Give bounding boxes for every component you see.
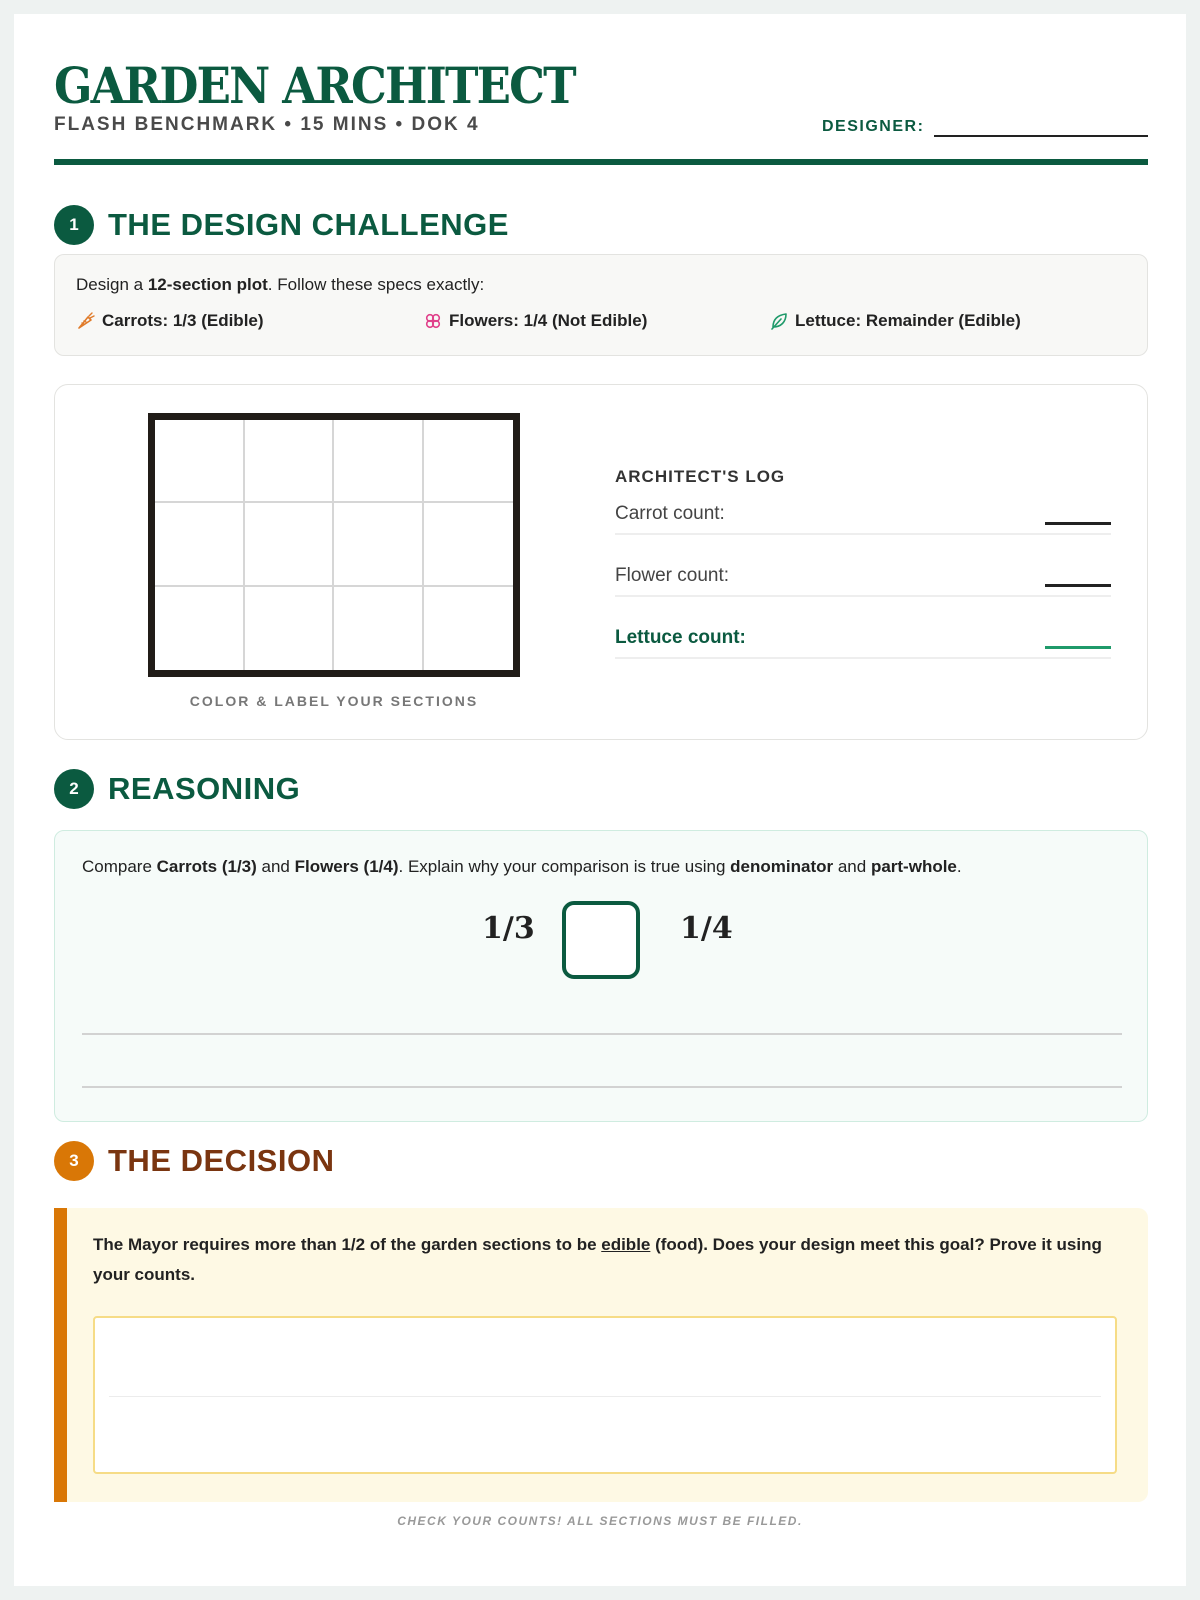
section-1-heading	[54, 205, 509, 245]
reasoning-prompt: Compare Carrots (1/3) and Flowers (1/4). Explain why your comparison is true using denominator and part-whole.	[82, 857, 962, 876]
specs-box	[54, 254, 1148, 356]
reasoning-box	[54, 830, 1148, 1122]
plot-section[interactable]	[245, 420, 335, 503]
carrot-icon	[76, 311, 96, 331]
page-title: GARDEN ARCHITECT	[54, 56, 575, 115]
page-subtitle: FLASH BENCHMARK • 15 MINS • DOK 4	[54, 114, 480, 135]
section-2-title: REASONING	[108, 771, 301, 806]
plot-section[interactable]	[334, 503, 424, 586]
spec-carrots-label: Carrots: 1/3 (Edible)	[102, 311, 264, 330]
answer-line	[109, 1396, 1101, 1397]
log-row-lettuce	[615, 623, 1111, 659]
garden-plot-grid	[148, 413, 520, 677]
worksheet	[14, 14, 1186, 1586]
specs-intro: Design a 12-section plot. Follow these specs exactly:	[76, 275, 485, 294]
spec-flowers-label: Flowers: 1/4 (Not Edible)	[449, 311, 648, 330]
plot-section[interactable]	[155, 420, 245, 503]
section-3-number: 3	[54, 1141, 94, 1181]
log-row-flower	[615, 561, 1111, 597]
plot-section[interactable]	[155, 587, 245, 670]
architects-log-title: ARCHITECT'S LOG	[615, 467, 786, 486]
right-fraction: 1/4	[680, 911, 733, 946]
design-card	[54, 384, 1148, 740]
spec-carrots	[76, 311, 264, 331]
designer-label: DESIGNER:	[822, 118, 925, 135]
spec-flowers	[423, 311, 647, 331]
plot-section[interactable]	[424, 420, 514, 503]
designer-name-field[interactable]	[934, 135, 1148, 137]
carrot-count-field[interactable]	[1045, 522, 1111, 525]
spec-lettuce-label: Lettuce: Remainder (Edible)	[795, 311, 1021, 330]
plot-section[interactable]	[424, 503, 514, 586]
log-label-flower: Flower count:	[615, 565, 730, 586]
plot-section[interactable]	[245, 503, 335, 586]
writing-line[interactable]	[82, 1033, 1122, 1035]
spec-lettuce	[769, 311, 1021, 331]
header-divider	[54, 159, 1148, 165]
comparison-symbol-box[interactable]	[562, 901, 640, 979]
plot-section[interactable]	[155, 503, 245, 586]
plot-section[interactable]	[245, 587, 335, 670]
log-label-carrot: Carrot count:	[615, 503, 725, 524]
section-1-title: THE DESIGN CHALLENGE	[108, 207, 509, 242]
decision-prompt: The Mayor requires more than 1/2 of the garden sections to be edible (food). Does your design meet this goal? Prove it using your counts.	[93, 1235, 1102, 1284]
writing-line[interactable]	[82, 1086, 1122, 1088]
footer-note: CHECK YOUR COUNTS! ALL SECTIONS MUST BE FILLED.	[397, 1514, 803, 1528]
flower-count-field[interactable]	[1045, 584, 1111, 587]
log-label-lettuce: Lettuce count:	[615, 627, 746, 648]
flower-icon	[423, 311, 443, 331]
section-3-title: THE DECISION	[108, 1143, 335, 1178]
section-2-number: 2	[54, 769, 94, 809]
section-1-number: 1	[54, 205, 94, 245]
grid-caption: COLOR & LABEL YOUR SECTIONS	[189, 693, 479, 709]
left-fraction: 1/3	[482, 911, 535, 946]
section-3-heading	[54, 1141, 334, 1181]
plot-section[interactable]	[424, 587, 514, 670]
decision-box	[54, 1208, 1148, 1502]
section-2-heading	[54, 769, 300, 809]
log-row-carrot	[615, 499, 1111, 535]
decision-answer-area[interactable]	[93, 1316, 1117, 1474]
lettuce-count-field[interactable]	[1045, 646, 1111, 649]
plot-section[interactable]	[334, 587, 424, 670]
leaf-icon	[769, 311, 789, 331]
plot-section[interactable]	[334, 420, 424, 503]
